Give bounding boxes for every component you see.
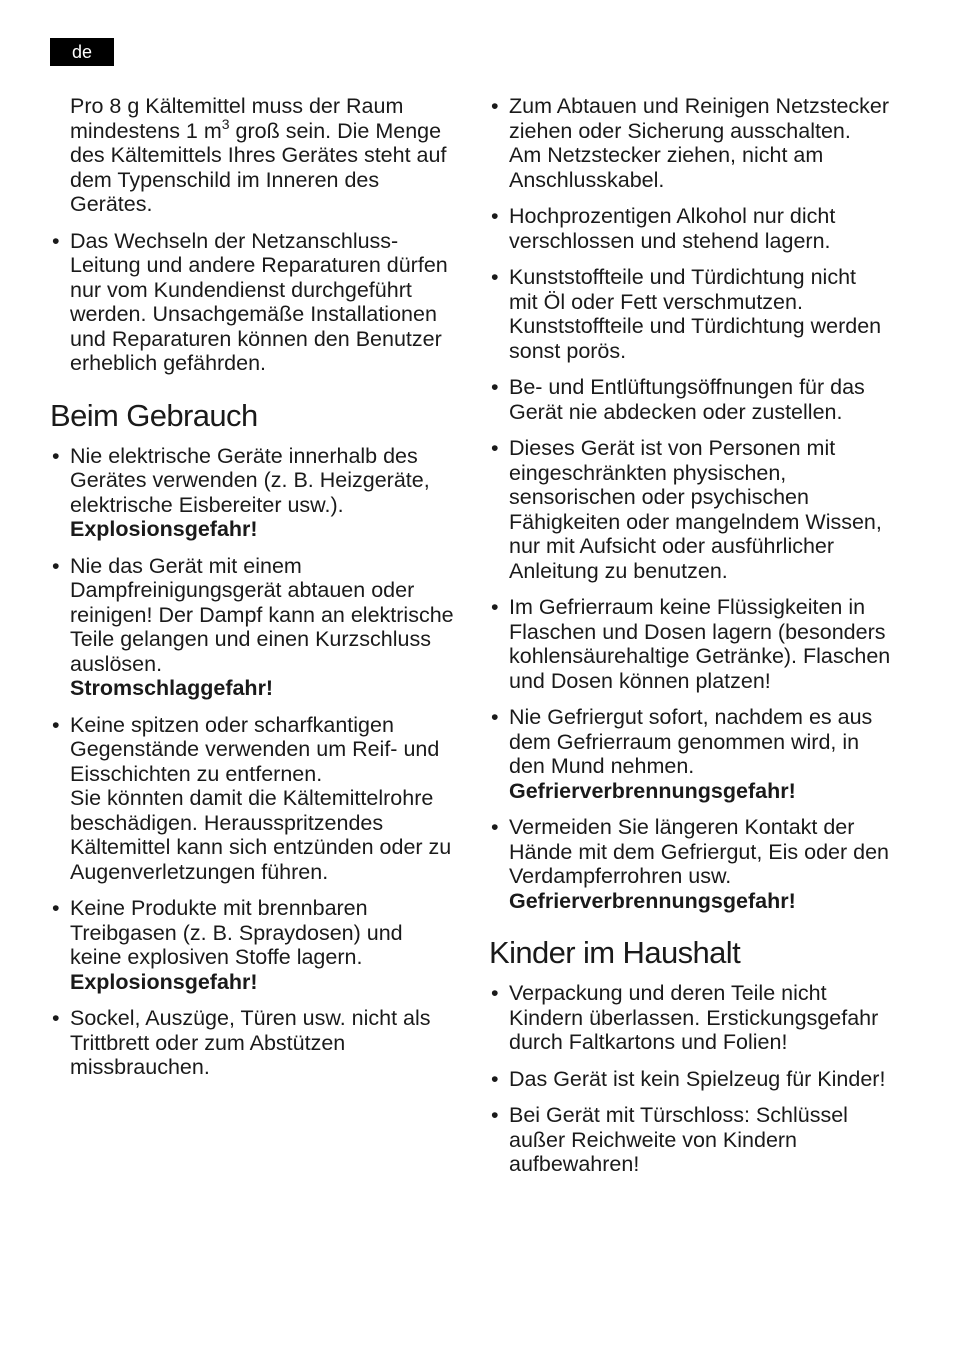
text-line: eingeschränkten physischen, [509, 460, 787, 485]
text-line: missbrauchen. [70, 1055, 210, 1079]
text-line: • Keine Produkte mit brennbaren [70, 896, 368, 920]
text-line: Eisschichten zu entfernen. [70, 761, 323, 786]
text-line: • Nie elektrische Geräte innerhalb des [70, 443, 418, 468]
text-line: • Be- und Entlüftungsöffnungen für das [509, 375, 865, 399]
text-line: • Im Gefrierraum keine Flüssigkeiten in [509, 595, 866, 619]
text-line: dem Typenschild im Inneren des [70, 167, 380, 192]
text-line: ziehen oder Sicherung ausschalten. [509, 118, 851, 143]
left-column [50, 94, 462, 1092]
text-line: verschlossen und stehend lagern. [509, 228, 831, 253]
text-line: • Das Wechseln der Netzanschluss- [70, 228, 399, 253]
text-line: sonst porös. [509, 338, 627, 363]
warning-text: Explosionsgefahr! [70, 517, 258, 541]
bullet-item [489, 94, 901, 192]
bullet-item [489, 595, 901, 693]
right-column [489, 94, 901, 1189]
text-line: sensorischen oder psychischen [509, 485, 809, 509]
text-line: mit Öl oder Fett verschmutzen. [509, 289, 803, 314]
heading-beim-gebrauch: Beim Gebrauch [50, 397, 258, 433]
text-line: Kindern überlassen. Erstickungsgefahr [509, 1005, 879, 1030]
text-line: werden. Unsachgemäße Installationen [70, 302, 437, 326]
text-line: Leitung und andere Reparaturen dürfen [70, 253, 448, 277]
warning-text: Gefrierverbrennungsgefahr! [509, 778, 796, 803]
text-line: Anleitung zu benutzen. [509, 558, 728, 583]
text-line: Gegenstände verwenden um Reif- und [70, 737, 440, 761]
text-line: Kältemittel kann sich entzünden oder zu [70, 835, 452, 859]
text-line: erheblich gefährden. [70, 351, 267, 375]
bullet-item [489, 1067, 901, 1092]
bullet-item [50, 896, 462, 994]
kinder-list [489, 981, 901, 1177]
bullet-item [489, 1103, 901, 1177]
text-line: Gerät nie abdecken oder zustellen. [509, 399, 843, 424]
text-line: • Dieses Gerät ist von Personen mit [509, 436, 836, 460]
text-line: kohlensäurehaltige Getränke). Flaschen [509, 644, 891, 668]
text-line: Am Netzstecker ziehen, nicht am [509, 143, 824, 167]
text-line: aufbewahren! [509, 1152, 640, 1176]
warning-text: Gefrierverbrennungsgefahr! [509, 888, 796, 913]
text-line: den Mund nehmen. [509, 754, 695, 778]
text-line [70, 115, 462, 144]
text-line: Teile gelangen und einen Kurzschluss [70, 627, 431, 651]
bullet-item [50, 444, 462, 542]
text-fragment: mindestens 1 m [70, 118, 222, 143]
bullet-item [489, 436, 901, 583]
text-line: • Bei Gerät mit Türschloss: Schlüssel [509, 1103, 848, 1127]
text-line: • Sockel, Auszüge, Türen usw. nicht als [70, 1006, 431, 1030]
text-line: keine explosiven Stoffe lagern. [70, 945, 363, 969]
text-line: • Nie Gefriergut sofort, nachdem es aus [509, 705, 873, 729]
text-line: Trittbrett oder zum Abstützen [70, 1030, 346, 1055]
text-line: Kunststoffteile und Türdichtung werden [509, 314, 882, 338]
text-line: • Kunststoffteile und Türdichtung nicht [509, 265, 857, 289]
text-line: Sie könnten damit die Kältemittelrohre [70, 786, 434, 810]
bullet-item [489, 375, 901, 424]
text-line: dem Gefrierraum genommen wird, in [509, 729, 860, 754]
text-line: Treibgasen (z. B. Spraydosen) und [70, 920, 403, 945]
language-badge: de [50, 38, 114, 66]
text-line: • Verpackung und deren Teile nicht [509, 981, 827, 1005]
bullet-item [489, 705, 901, 803]
text-line: Gerätes. [70, 192, 153, 216]
warning-text: Explosionsgefahr! [70, 969, 258, 994]
warning-text: Stromschlaggefahr! [70, 676, 274, 700]
text-line: • Das Gerät ist kein Spielzeug für Kinder! [509, 1066, 886, 1091]
bullet-item [50, 1006, 462, 1080]
text-line: • Nie das Gerät mit einem [70, 553, 302, 578]
text-line: reinigen! Der Dampf kann an elektrische [70, 602, 454, 627]
text-line: Flaschen und Dosen lagern (besonders [509, 619, 886, 644]
text-line: und Reparaturen können den Benutzer [70, 326, 442, 351]
text-line: des Kältemittels Ihres Gerätes steht auf [70, 143, 447, 167]
bullet-item [489, 815, 901, 913]
text-line: beschädigen. Herausspritzendes [70, 810, 384, 835]
bullet-item [50, 713, 462, 885]
text-line: durch Faltkartons und Folien! [509, 1030, 788, 1054]
safety-list [489, 94, 901, 913]
text-line: Gerätes verwenden (z. B. Heizgeräte, [70, 468, 430, 492]
text-line: • Vermeiden Sie längeren Kontakt der [509, 815, 855, 839]
heading-kinder-im-haushalt: Kinder im Haushalt [489, 935, 741, 970]
text-line: auslösen. [70, 651, 163, 676]
text-line: Pro 8 g Kältemittel muss der Raum [70, 94, 404, 118]
text-fragment: groß sein. Die Menge [229, 118, 442, 143]
text-line: Anschlusskabel. [509, 167, 665, 192]
text-line: Augenverletzungen führen. [70, 859, 329, 884]
text-line: elektrische Eisbereiter usw.). [70, 492, 344, 517]
text-line: • Hochprozentigen Alkohol nur dicht [509, 204, 836, 228]
wechseln-list [50, 229, 462, 376]
text-line: nur mit Aufsicht oder ausführlicher [509, 534, 835, 558]
text-line: • Keine spitzen oder scharfkantigen [70, 712, 394, 737]
refrigerant-room-paragraph [50, 94, 462, 217]
text-line: Verdampferrohren usw. [509, 864, 732, 888]
superscript: 3 [221, 115, 230, 132]
bullet-item [489, 265, 901, 363]
text-line: • Zum Abtauen und Reinigen Netzstecker [509, 94, 890, 118]
bullet-item [489, 981, 901, 1055]
text-line: Hände mit dem Gefriergut, Eis oder den [509, 839, 890, 864]
text-line: außer Reichweite von Kindern [509, 1127, 798, 1152]
bullet-item [50, 554, 462, 701]
bullet-item [50, 229, 462, 376]
text-line: und Dosen können platzen! [509, 668, 771, 693]
text-line: Fähigkeiten oder mangelndem Wissen, [509, 509, 882, 534]
text-line: Dampfreinigungsgerät abtauen oder [70, 578, 415, 602]
gebrauch-list [50, 444, 462, 1080]
bullet-item [489, 204, 901, 253]
text-line: nur vom Kundendienst durchgeführt [70, 277, 412, 302]
